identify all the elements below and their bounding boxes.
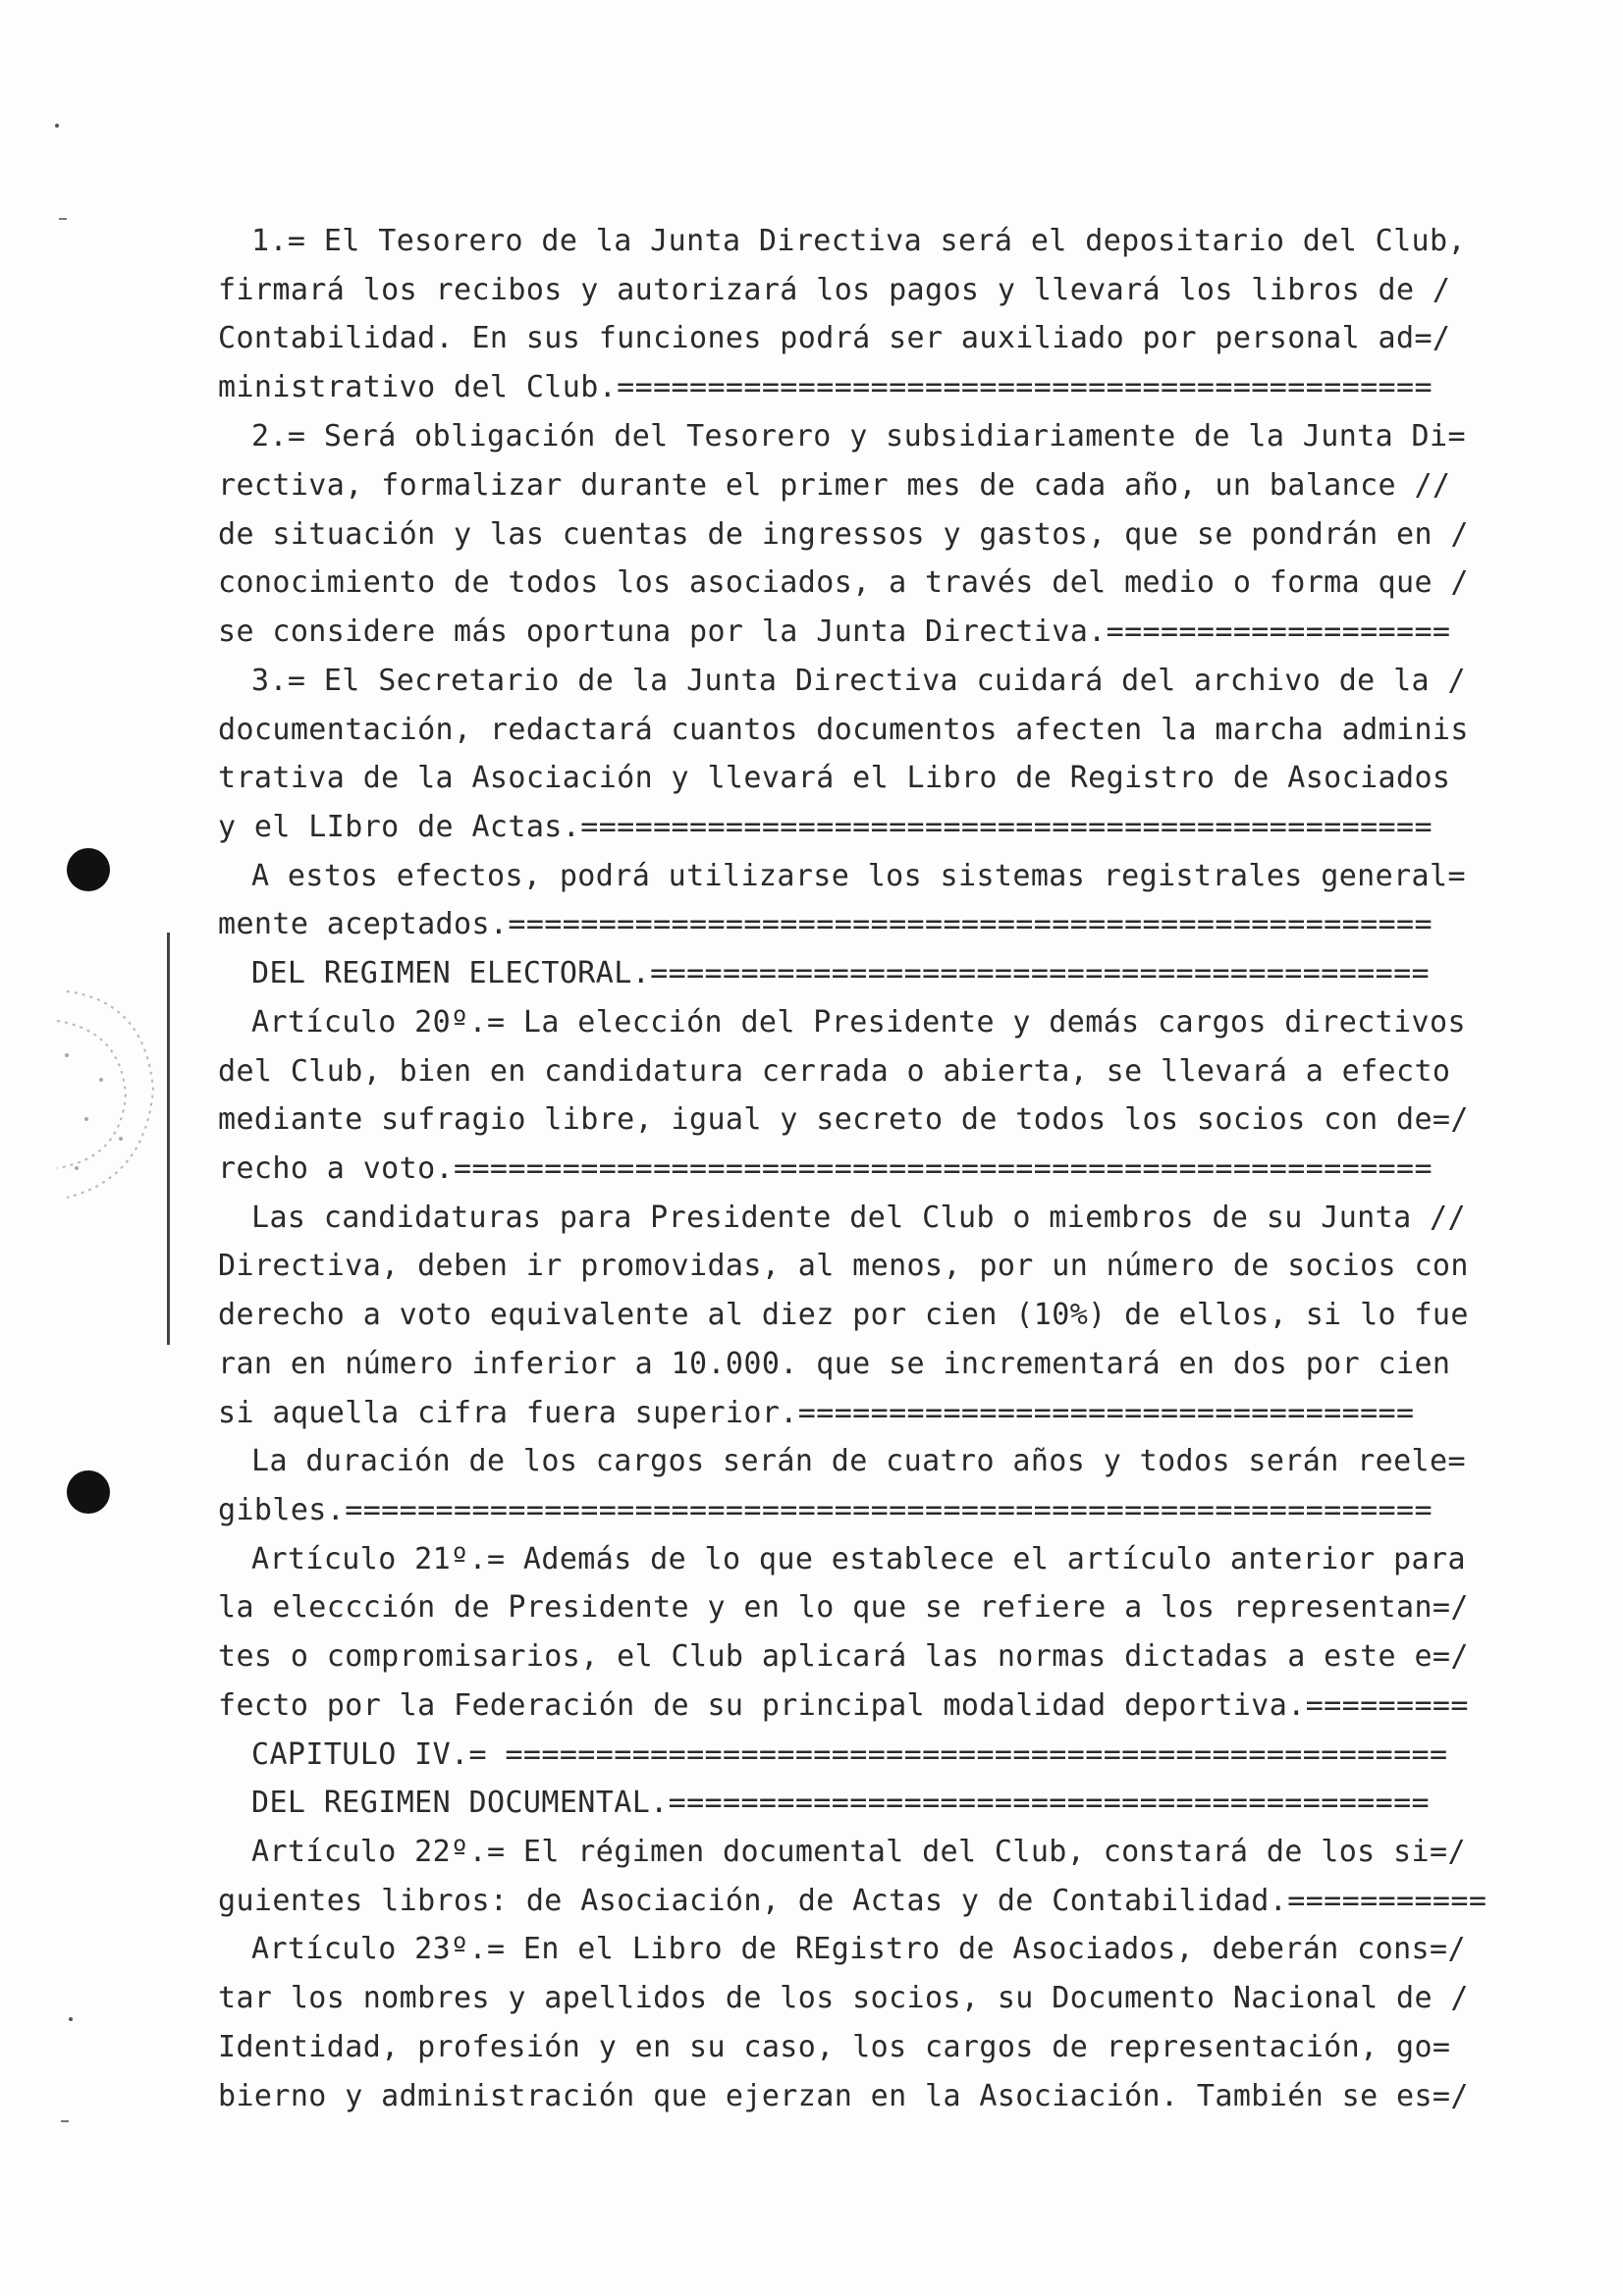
text-line: fecto por la Federación de su principal modalidad deportiva.=========	[218, 1688, 1469, 1723]
faded-seal-stamp	[27, 972, 165, 1217]
section-heading: DEL REGIMEN ELECTORAL.===========================================	[251, 956, 1430, 990]
punch-hole-top	[67, 848, 110, 891]
text-line: A estos efectos, podrá utilizarse los sistemas registrales general=	[251, 859, 1466, 893]
article-line: Artículo 20º.= La elección del Presidente y demás cargos directivos	[251, 1005, 1466, 1040]
text-line: conocimiento de todos los asociados, a través del medio o forma que /	[218, 565, 1469, 600]
text-line: derecho a voto equivalente al diez por cien (10%) de ellos, si lo fue	[218, 1298, 1469, 1332]
article-line: Artículo 23º.= En el Libro de REgistro de Asociados, deberán cons=/	[251, 1932, 1466, 1966]
scan-mark	[61, 2120, 69, 2122]
text-line: Directiva, deben ir promovidas, al menos, por un número de socios con	[218, 1249, 1469, 1283]
text-line: ministrativo del Club.=============================================	[218, 370, 1433, 404]
text-line: si aquella cifra fuera superior.==================================	[218, 1396, 1415, 1430]
text-line: gibles.============================================================	[218, 1493, 1433, 1527]
text-line: La duración de los cargos serán de cuatro años y todos serán reele=	[251, 1444, 1466, 1478]
chapter-heading: CAPITULO IV.= ====================================================	[251, 1737, 1448, 1772]
text-line: 3.= El Secretario de la Junta Directiva cuidará del archivo de la /	[251, 664, 1466, 698]
text-line: mente aceptados.===================================================	[218, 907, 1433, 941]
text-line: Identidad, profesión y en su caso, los cargos de representación, go=	[218, 2030, 1451, 2064]
text-line: tes o compromisarios, el Club aplicará las normas dictadas a este e=/	[218, 1639, 1469, 1674]
text-line: Las candidaturas para Presidente del Club o miembros de su Junta //	[251, 1201, 1466, 1235]
text-line: del Club, bien en candidatura cerrada o abierta, se llevará a efecto	[218, 1054, 1451, 1089]
scan-mark	[59, 218, 67, 220]
text-line: recho a voto.======================================================	[218, 1151, 1433, 1186]
text-line: de situación y las cuentas de ingressos y gastos, que se pondrán en /	[218, 517, 1469, 552]
text-line: ran en número inferior a 10.000. que se incrementará en dos por cien	[218, 1347, 1451, 1381]
text-line: rectiva, formalizar durante el primer mes de cada año, un balance //	[218, 468, 1451, 503]
text-line: mediante sufragio libre, igual y secreto de todos los socios con de=/	[218, 1102, 1469, 1137]
text-line: 1.= El Tesorero de la Junta Directiva será el depositario del Club,	[251, 224, 1466, 258]
text-line: documentación, redactará cuantos documentos afecten la marcha adminis	[218, 713, 1469, 747]
text-line: se considere más oportuna por la Junta Directiva.===================	[218, 614, 1451, 649]
margin-vertical-line	[167, 933, 170, 1345]
text-line: y el LIbro de Actas.===============================================	[218, 810, 1433, 844]
text-line: bierno y administración que ejerzan en la Asociación. También se es=/	[218, 2079, 1469, 2113]
article-line: Artículo 22º.= El régimen documental del Club, constará de los si=/	[251, 1835, 1466, 1869]
text-line: tar los nombres y apellidos de los socios, su Documento Nacional de /	[218, 1981, 1469, 2015]
scan-speck	[69, 2017, 73, 2021]
text-line: trativa de la Asociación y llevará el Libro de Registro de Asociados	[218, 761, 1451, 795]
text-line: guientes libros: de Asociación, de Actas y de Contabilidad.===========	[218, 1884, 1488, 1918]
text-line: firmará los recibos y autorizará los pagos y llevará los libros de /	[218, 273, 1451, 307]
punch-hole-bottom	[67, 1470, 110, 1514]
section-heading: DEL REGIMEN DOCUMENTAL.==========================================	[251, 1786, 1430, 1820]
text-line: Contabilidad. En sus funciones podrá ser auxiliado por personal ad=/	[218, 321, 1451, 355]
text-line: la eleccción de Presidente y en lo que se refiere a los representan=/	[218, 1590, 1469, 1625]
text-line: 2.= Será obligación del Tesorero y subsidiariamente de la Junta Di=	[251, 419, 1466, 454]
scan-speck	[55, 124, 59, 128]
article-line: Artículo 21º.= Además de lo que establece el artículo anterior para	[251, 1542, 1466, 1576]
